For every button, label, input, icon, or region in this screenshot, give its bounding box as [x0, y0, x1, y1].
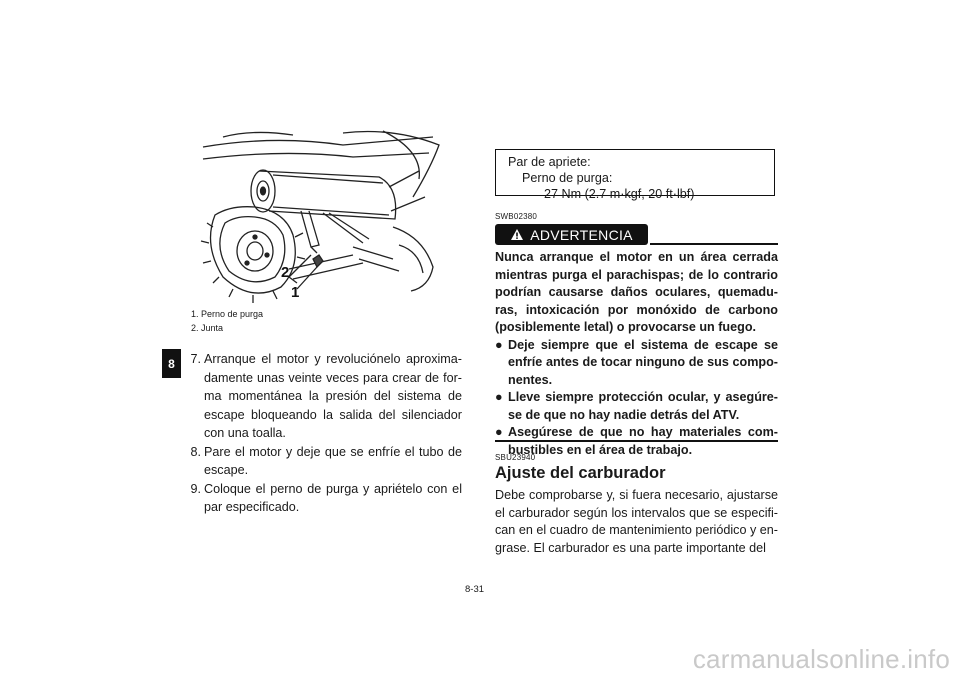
bullet-text: Asegúrese de que no hay materiales com-bustibles en el área de trabajo.: [508, 425, 778, 457]
warning-bullet: [495, 337, 778, 390]
step-text: Arranque el motor y revoluciónelo aproxima-damente unas veinte veces para crear de for-ma momentánea la presión del sistema de escape bloqueando la salida del silenciador con una toalla.: [204, 352, 462, 440]
step-number: 7.: [190, 352, 201, 366]
step-number: 9.: [190, 481, 201, 496]
watermark: carmanualsonline.info: [692, 644, 950, 674]
warning-code: SWB02380: [495, 212, 538, 221]
bullet-text: Deje siempre que el sistema de escape se enfríe antes de tocar ninguno de sus compo-nentes.: [508, 337, 778, 387]
step-text: Pare el motor y deje que se enfríe el tubo de escape.: [204, 444, 462, 477]
bullet-text: Lleve siempre protección ocular, y asegúre-se de que no hay nadie detrás del ATV.: [508, 390, 778, 422]
torque-value: 27 Nm (2.7 m·kgf, 20 ft·lbf): [544, 187, 695, 201]
bullet-icon: ●: [495, 390, 503, 404]
figure-captions: [191, 307, 263, 335]
warning-rule: [650, 243, 778, 245]
torque-title: Par de apriete:: [508, 155, 591, 169]
step-9: [190, 480, 462, 517]
warning-text: [495, 249, 778, 459]
caption-2: 2. Junta: [191, 323, 224, 333]
torque-spec-box: [495, 149, 775, 201]
warning-bullet: [495, 389, 778, 424]
step-text: Coloque el perno de purga y apriételo con el par especificado.: [204, 481, 462, 514]
warning-triangle-icon: [510, 228, 524, 241]
section-title: Ajuste del carburador: [495, 464, 666, 482]
chapter-tab: 8: [162, 349, 181, 378]
step-number: 8.: [190, 444, 201, 459]
muffler-illustration: [193, 127, 445, 305]
section-code: SBU23940: [495, 453, 536, 462]
warning-lead: Nunca arranque el motor en un área cerrada mientras purga el parachispas; de lo contrario podrían causarse daños oculares, quemadu-ras, intoxicación por monóxido de carbono (posiblemente letal) o provocarse un fuego.: [495, 250, 778, 334]
warning-end-rule: [495, 440, 778, 442]
torque-item: Perno de purga:: [522, 171, 613, 185]
section-body: Debe comprobarse y, si fuera necesario, ajustarse el carburador según los intervalos que se especifi-can en el cuadro de mantenimiento periódico y en-grase. El carburador es una parte importante del: [495, 488, 778, 555]
bullet-icon: ●: [495, 425, 503, 439]
callout-1: 1: [291, 284, 300, 301]
warning-label: ADVERTENCIA: [530, 226, 633, 243]
step-7: [190, 350, 462, 443]
bullet-icon: ●: [495, 337, 503, 352]
warning-badge: [495, 224, 648, 245]
procedure-steps: [190, 350, 462, 517]
step-8: [190, 443, 462, 480]
page-number: 8-31: [465, 584, 485, 595]
callout-2: 2: [281, 264, 290, 281]
caption-1: 1. Perno de purga: [191, 309, 264, 319]
